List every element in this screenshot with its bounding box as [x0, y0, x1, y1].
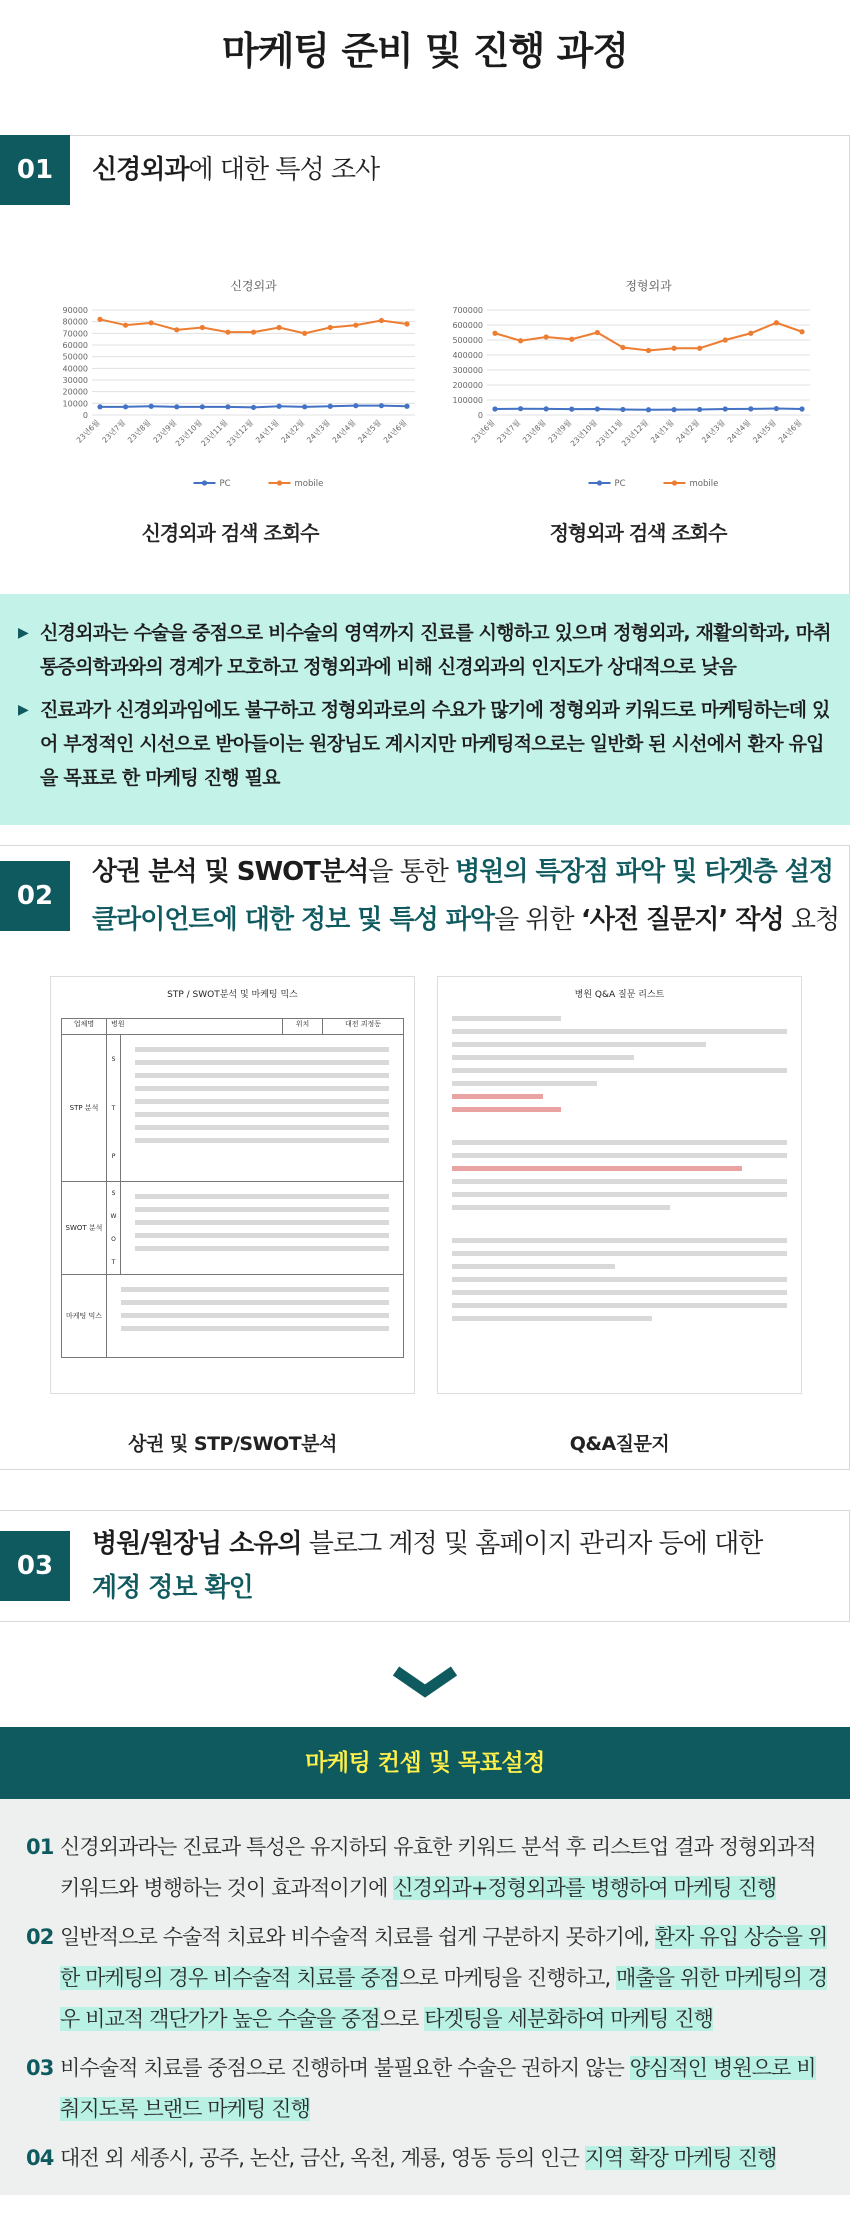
x-tick-label: 23년6월	[74, 418, 102, 445]
highlight: 매출을 위한 마케팅의 경우 비교적 객단가가 높은 수술을 중점	[60, 1966, 828, 2031]
heading-text: 블로그 계정 및 홈페이지 관리자 등에 대한	[301, 1529, 763, 1559]
data-point	[774, 320, 779, 325]
section-heading	[70, 1511, 762, 1621]
swot-table-header	[62, 1019, 403, 1035]
x-tick-label: 23년7월	[100, 418, 127, 445]
data-point	[149, 404, 154, 409]
data-point	[774, 406, 779, 411]
section-account-check	[0, 1510, 850, 1622]
legend-label: PC	[614, 479, 626, 489]
data-point	[379, 403, 384, 408]
heading-teal: 계정 정보 확인	[92, 1573, 253, 1603]
data-point	[123, 323, 128, 328]
y-tick-label: 30000	[62, 376, 88, 385]
legend-marker	[672, 480, 677, 485]
goal-item	[26, 2048, 832, 2130]
data-point	[97, 317, 102, 322]
y-tick-label: 10000	[62, 399, 88, 409]
section3-header	[0, 1511, 849, 1621]
x-tick-label: 23년9월	[151, 418, 179, 445]
swot-table	[61, 1018, 404, 1358]
triangle-bullet-icon: ▶	[18, 702, 28, 718]
chart-title: 신경외과	[230, 279, 277, 293]
section-number: 02	[0, 861, 70, 931]
section-number: 01	[0, 135, 70, 205]
stp-block	[62, 1035, 403, 1182]
chevron-down-icon	[392, 1665, 458, 1699]
x-tick-label: 23년11월	[594, 418, 625, 449]
summary-bullet	[18, 616, 832, 684]
goal-item	[26, 1827, 832, 1909]
highlight: 지역 확장 마케팅 진행	[584, 2146, 777, 2170]
swot-block	[62, 1182, 403, 1274]
data-point	[799, 329, 804, 334]
x-tick-label: 24년2월	[674, 418, 702, 445]
x-tick-label: 23년10월	[173, 418, 204, 449]
data-point	[404, 321, 409, 326]
data-point	[697, 407, 702, 412]
y-tick-label: 90000	[62, 306, 88, 315]
table-cell: 업체명	[62, 1019, 107, 1034]
x-tick-label: 23년8월	[125, 418, 153, 445]
goal-text: 대전 외 세종시, 공주, 논산, 금산, 옥천, 계룡, 영동 등의 인근 지역 확장 마케팅 진행	[60, 2146, 777, 2170]
data-point	[697, 346, 702, 351]
y-tick-label: 500000	[452, 336, 483, 345]
table-cell: 위치	[283, 1019, 323, 1034]
chart-caption-neuro: 신경외과 검색 조회수	[141, 521, 319, 545]
section-analysis	[0, 845, 850, 1470]
heading-bold: 병원/원장님 소유의	[92, 1529, 302, 1559]
heading-bold: 상권 분석 및 SWOT분석	[92, 857, 369, 887]
data-point	[748, 331, 753, 336]
data-point	[302, 404, 307, 409]
y-tick-label: 60000	[62, 341, 88, 350]
x-tick-label: 24년2월	[279, 418, 307, 445]
data-point	[518, 338, 523, 343]
table-cell: STP 분석	[62, 1035, 107, 1181]
qa-document-thumbnail	[437, 976, 802, 1394]
data-point	[149, 320, 154, 325]
legend-marker	[202, 480, 207, 485]
data-point	[569, 337, 574, 342]
data-point	[620, 345, 625, 350]
data-point	[404, 404, 409, 409]
highlight: 양심적인 병원으로 비춰지도록 브랜드 마케팅 진행	[60, 2056, 816, 2121]
y-tick-label: 0	[82, 411, 88, 420]
doc-caption-qa: Q&A질문지	[569, 1433, 670, 1455]
data-point	[225, 404, 230, 409]
y-tick-label: 300000	[452, 366, 483, 375]
chart-caption-ortho: 정형외과 검색 조회수	[549, 521, 727, 545]
data-point	[646, 348, 651, 353]
table-cell: SWOT 분석	[62, 1182, 107, 1273]
data-point	[302, 331, 307, 336]
mix-block	[62, 1275, 403, 1357]
x-tick-label: 24년3월	[699, 418, 727, 445]
goal-text: 신경외과라는 진료과 특성은 유지하되 유효한 키워드 분석 후 리스트업 결과 정형외과적 키워드와 병행하는 것이 효과적이기에 신경외과+정형외과를 병행하여 마케팅 진행	[60, 1835, 816, 1900]
goal-number: 01	[26, 1835, 54, 1859]
swot-document-thumbnail	[50, 976, 415, 1394]
y-tick-label: 40000	[62, 364, 88, 374]
x-tick-label: 23년7월	[495, 418, 522, 445]
x-tick-label: 23년8월	[520, 418, 548, 445]
section-characteristics	[0, 135, 850, 205]
x-tick-label: 24년4월	[725, 418, 753, 445]
x-tick-label: 23년12월	[224, 418, 255, 449]
data-point	[595, 406, 600, 411]
data-point	[174, 327, 179, 332]
legend-label: mobile	[689, 479, 719, 489]
data-point	[544, 334, 549, 339]
x-tick-label: 23년11월	[199, 418, 230, 449]
table-cell: 대전 괴정동	[344, 1020, 382, 1028]
section-number: 03	[0, 1531, 70, 1601]
y-tick-label: 400000	[452, 351, 483, 360]
data-point	[723, 406, 728, 411]
data-point	[379, 318, 384, 323]
highlight: 신경외과+정형외과를 병행하여 마케팅 진행	[393, 1876, 777, 1900]
y-tick-label: 50000	[62, 352, 88, 362]
triangle-bullet-icon: ▶	[18, 625, 28, 641]
data-point	[518, 406, 523, 411]
heading-teal: 병원의 특장점 파악 및 타겟층 설정	[455, 857, 833, 887]
x-tick-label: 24년1월	[648, 418, 676, 445]
data-point	[671, 346, 676, 351]
legend-label: PC	[219, 479, 231, 489]
data-point	[251, 330, 256, 335]
goal-text: 비수술적 치료를 중점으로 진행하며 불필요한 수술은 권하지 않는 양심적인 병원으로 비춰지도록 브랜드 마케팅 진행	[60, 2056, 816, 2121]
data-point	[328, 404, 333, 409]
section-heading	[70, 846, 839, 946]
goal-number: 03	[26, 2056, 54, 2080]
x-tick-label: 24년1월	[253, 418, 281, 445]
chart-title: 정형외과	[625, 279, 672, 293]
goal-text: 일반적으로 수술적 치료와 비수술적 치료를 쉽게 구분하지 못하기에, 환자 유입 상승을 위한 마케팅의 경우 비수술적 치료를 중점으로 마케팅을 진행하고, 매출을 위한 마케팅의 경우 비교적 객단가가 높은 수술을 중점으로 타겟팅을 세분화하여 마케팅 진행	[60, 1925, 828, 2031]
data-point	[328, 325, 333, 330]
y-tick-label: 100000	[452, 396, 483, 405]
x-tick-label: 24년3월	[304, 418, 332, 445]
data-point	[595, 330, 600, 335]
x-tick-label: 23년9월	[546, 418, 574, 445]
section1-header	[0, 135, 850, 205]
doc-title: 병원 Q&A 질문 리스트	[574, 990, 665, 1000]
data-point	[353, 403, 358, 408]
x-tick-label: 24년5월	[356, 418, 383, 445]
data-point	[671, 407, 676, 412]
page-title: 마케팅 준비 및 진행 과정	[222, 29, 628, 73]
line-chart-svg	[425, 275, 825, 515]
data-point	[748, 406, 753, 411]
legend-label: mobile	[294, 479, 324, 489]
section-heading	[70, 135, 379, 205]
goal-number: 04	[26, 2146, 54, 2170]
table-cell: S W O T	[107, 1182, 121, 1273]
data-point	[492, 331, 497, 336]
y-tick-label: 20000	[62, 387, 88, 397]
series-line-mobile	[495, 323, 802, 351]
data-point	[353, 323, 358, 328]
data-point	[251, 405, 256, 410]
table-cell: 병원	[107, 1019, 283, 1034]
goal-number: 02	[26, 1925, 54, 1949]
heading-text: 을 위한	[494, 905, 581, 935]
heading-text: 을 통한	[368, 857, 456, 887]
x-tick-label: 23년6월	[469, 418, 497, 445]
y-tick-label: 600000	[452, 321, 483, 330]
data-point	[276, 404, 281, 409]
y-tick-label: 200000	[452, 381, 483, 390]
data-point	[646, 407, 651, 412]
x-tick-label: 24년5월	[751, 418, 778, 445]
line-chart-svg	[30, 275, 430, 515]
heading-text: 요청	[783, 905, 840, 935]
chart-neurosurgery	[30, 275, 430, 525]
chart-orthopedics	[425, 275, 825, 525]
data-point	[569, 407, 574, 412]
bullet-text: 신경외과는 수술을 중점으로 비수술의 영역까지 진료를 시행하고 있으며 정형외과, 재활의학과, 마취통증의학과와의 경계가 모호하고 정형외과에 비해 신경외과의 인지도가 상대적으로 낮음	[40, 622, 831, 678]
data-point	[174, 404, 179, 409]
data-point	[492, 406, 497, 411]
data-point	[200, 404, 205, 409]
legend-marker	[597, 480, 602, 485]
data-point	[723, 337, 728, 342]
goals-list	[0, 1799, 850, 2195]
data-point	[620, 407, 625, 412]
heading-teal: 클라이언트에 대한 정보 및 특성 파악	[92, 905, 494, 935]
goal-item	[26, 1917, 832, 2040]
y-tick-label: 0	[477, 411, 483, 420]
summary-bullet	[18, 693, 832, 795]
table-cell: 마케팅 믹스	[62, 1275, 107, 1357]
goal-item	[26, 2138, 832, 2179]
x-tick-label: 24년4월	[330, 418, 358, 445]
characteristics-summary	[0, 594, 850, 825]
x-tick-label: 23년12월	[619, 418, 650, 449]
heading-bold: ‘사전 질문지’ 작성	[580, 905, 784, 935]
section2-header	[0, 846, 849, 946]
x-tick-label: 24년6월	[381, 418, 409, 445]
table-cell: S T P	[107, 1035, 121, 1181]
data-point	[799, 406, 804, 411]
x-tick-label: 24년6월	[776, 418, 804, 445]
heading-rest: 에 대한 특성 조사	[188, 155, 380, 185]
y-tick-label: 80000	[62, 317, 88, 327]
data-point	[97, 404, 102, 409]
concept-banner: 마케팅 컨셉 및 목표설정	[0, 1727, 850, 1799]
data-point	[123, 404, 128, 409]
doc-caption-swot: 상권 및 STP/SWOT분석	[128, 1433, 337, 1455]
data-point	[225, 330, 230, 335]
data-point	[544, 406, 549, 411]
y-tick-label: 700000	[452, 306, 483, 315]
bullet-text: 진료과가 신경외과임에도 불구하고 정형외과로의 수요가 많기에 정형외과 키워드로 마케팅하는데 있어 부정적인 시선으로 받아들이는 원장님도 계시지만 마케팅적으로는 일반화 된 시선에서 환자 유입을 목표로 한 마케팅 진행 필요	[40, 699, 830, 789]
data-point	[200, 325, 205, 330]
x-tick-label: 23년10월	[568, 418, 599, 449]
highlight: 환자 유입 상승을 위한 마케팅의 경우 비수술적 치료를 중점	[60, 1925, 828, 1990]
y-tick-label: 70000	[62, 329, 88, 339]
data-point	[276, 325, 281, 330]
doc-title: STP / SWOT분석 및 마케팅 믹스	[167, 990, 298, 1000]
legend-marker	[277, 480, 282, 485]
heading-bold: 신경외과	[92, 155, 189, 185]
highlight: 타겟팅을 세분화하여 마케팅 진행	[424, 2007, 713, 2031]
